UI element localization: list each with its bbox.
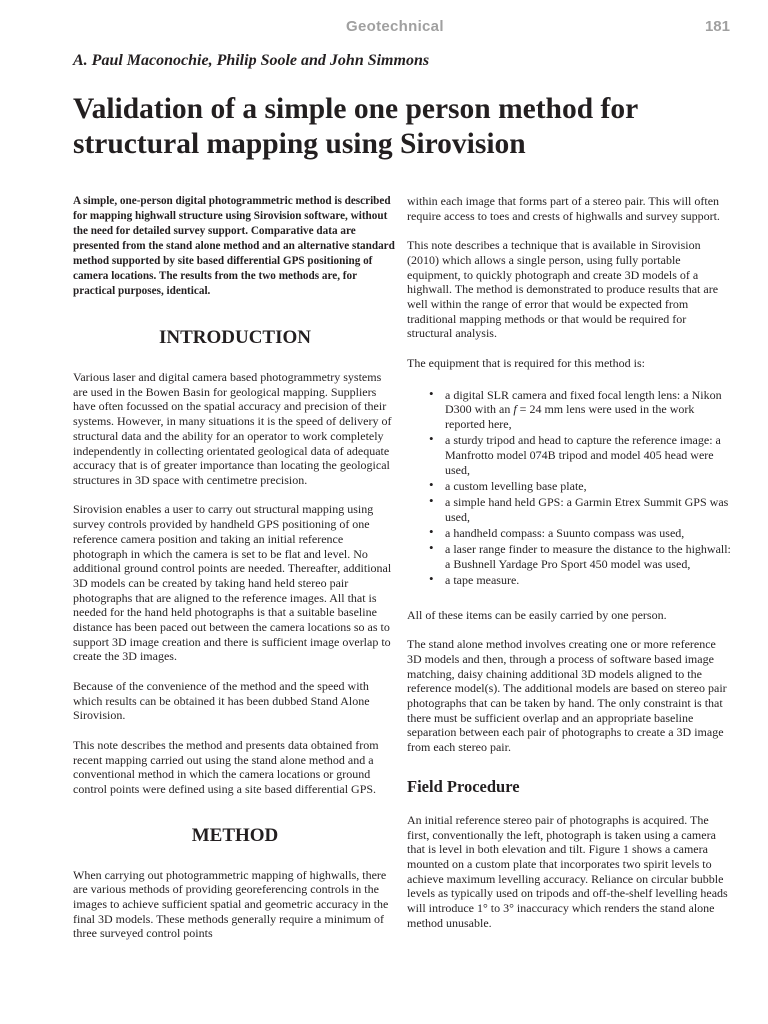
equipment-item-text: a laser range finder to measure the distance to the highwall: a Bushnell Yardage Pro Sport 450 model was used,	[445, 542, 731, 571]
equipment-item-text: a tape measure.	[445, 573, 520, 588]
right-paragraph-3: All of these items can be easily carried by one person.	[407, 607, 667, 622]
running-header-section: Geotechnical	[346, 18, 444, 35]
equipment-intro: The equipment that is required for this method is:	[407, 355, 645, 370]
bullet-icon: •	[429, 493, 434, 509]
bullet-icon: •	[429, 431, 434, 447]
equipment-item	[429, 385, 733, 432]
author-list: A. Paul Maconochie, Philip Soole and John Simmons	[73, 52, 430, 69]
equipment-item-text: a custom levelling base plate,	[445, 478, 587, 493]
intro-paragraph-1: Various laser and digital camera based photogrammetry systems are used in the Bowen Basin for geological mapping. Suppliers have often focussed on the spatial accuracy and precision of their systems. However, in many situations it is the speed of delivery of structural data and the ability for an operator to work completely independently in collecting orientated geological data of adequate accuracy that is of greater importance than locating the geological structures in 3D space with centimetre precision.	[73, 370, 392, 487]
equipment-item	[429, 433, 733, 477]
article-title: Validation of a simple one person method for structural mapping using Sirovision	[73, 93, 638, 160]
right-paragraph-2: This note describes a technique that is available in Sirovision (2010) which allows a single person, using fully portable equipment, to quickly photograph and create 3D models of a highwall. The method is demonstrated to produce results that are well within the range of error that would be expected from traditional mapping methods or that would be required for structural analysis.	[407, 238, 719, 341]
bullet-icon: •	[429, 571, 434, 587]
equipment-item-text: a handheld compass: a Suunto compass was used,	[445, 525, 685, 540]
right-paragraph-4: The stand alone method involves creating one or more reference 3D models and then, through a process of software based image matching, daisy chaining additional 3D models aligned to the reference model(s). The additional models are based on stereo pair photographs that can be taken by hand. The only constraint is that there must be sufficient overlap and an appropriate baseline separation between each pair of photographs to create a 3D image from each stereo pair.	[407, 637, 727, 755]
right-paragraph-5: An initial reference stereo pair of photographs is acquired. The first, conventionally the left, photograph is taken using a camera that is level in both elevation and tilt. Figure 1 shows a camera mounted on a custom plate that incorporates two spirit levels to achieve maximum levelling accuracy. Reliance on circular bubble levels as typically used on tripods and off-the-shelf levelling heads will introduce 1° to 3° inaccuracy which renders the stand alone method unusable.	[407, 812, 728, 930]
bullet-icon: •	[429, 476, 434, 492]
equipment-camera-text-a: a digital SLR camera and fixed focal length lens: a Nikon D300 with an	[445, 387, 722, 417]
left-column	[73, 194, 397, 956]
method-paragraph: When carrying out photogrammetric mapping of highwalls, there are various methods of providing georeferencing controls in the images to achieve sufficient spatial and geometric accuracy in the final 3D models. These methods generally require a minimum of three surveyed control points	[73, 867, 389, 941]
equipment-camera-text-b: = 24 mm lens were used in the work reported here,	[445, 402, 695, 432]
equipment-item	[429, 542, 733, 571]
abstract: A simple, one-person digital photogrammetric method is described for mapping highwall structure using Sirovision software, without the need for detailed survey support. Comparative data are presented from the stand alone method and an alternative standard method supported by site based differential GPS positioning of camera locations. The results from the two methods are, for practical purposes, identical.	[73, 195, 395, 297]
right-paragraph-1: within each image that forms part of a stereo pair. This will often require access to toes and crests of highwalls and survey support.	[407, 194, 720, 223]
right-column	[407, 194, 733, 945]
page-number: 181	[704, 18, 730, 35]
equipment-item-text: a simple hand held GPS: a Garmin Etrex Summit GPS was used,	[445, 495, 729, 524]
introduction-heading: INTRODUCTION	[158, 327, 312, 348]
equipment-item	[429, 476, 733, 494]
method-heading: METHOD	[191, 824, 279, 846]
equipment-item	[429, 523, 733, 541]
equipment-item	[429, 573, 733, 588]
bullet-icon: •	[429, 385, 434, 401]
equipment-item-text: a sturdy tripod and head to capture the reference image: a Manfrotto model 074B tripod and model 405 head were used,	[445, 433, 721, 477]
intro-paragraph-3: Because of the convenience of the method and the speed with which results can be obtained it has been dubbed Stand Alone Sirovision.	[73, 678, 370, 723]
bullet-icon: •	[429, 523, 434, 539]
intro-paragraph-4: This note describes the method and presents data obtained from recent mapping carried out using the stand alone method and a conventional method in which the camera locations or ground control points were defined using a site based differential GPS.	[73, 737, 379, 796]
intro-paragraph-2: Sirovision enables a user to carry out structural mapping using survey controls provided by handheld GPS positioning of one reference camera position and taking an initial reference photograph in which the camera is set to be flat and level. No additional ground control points are needed. Thereafter, additional 3D models can be created by taking hand held stereo pair photographs that are aligned to the reference images. All that is needed for the hand held photographs is that a suitable baseline distance has been paced out between the camera locations so as to support 3D image creation and there is sufficient image overlap to create the 3D images.	[73, 502, 392, 664]
equipment-item	[429, 495, 733, 524]
focal-length-symbol: f	[513, 402, 517, 417]
equipment-list	[407, 385, 733, 588]
field-procedure-heading: Field Procedure	[407, 776, 520, 796]
bullet-icon: •	[429, 540, 434, 556]
